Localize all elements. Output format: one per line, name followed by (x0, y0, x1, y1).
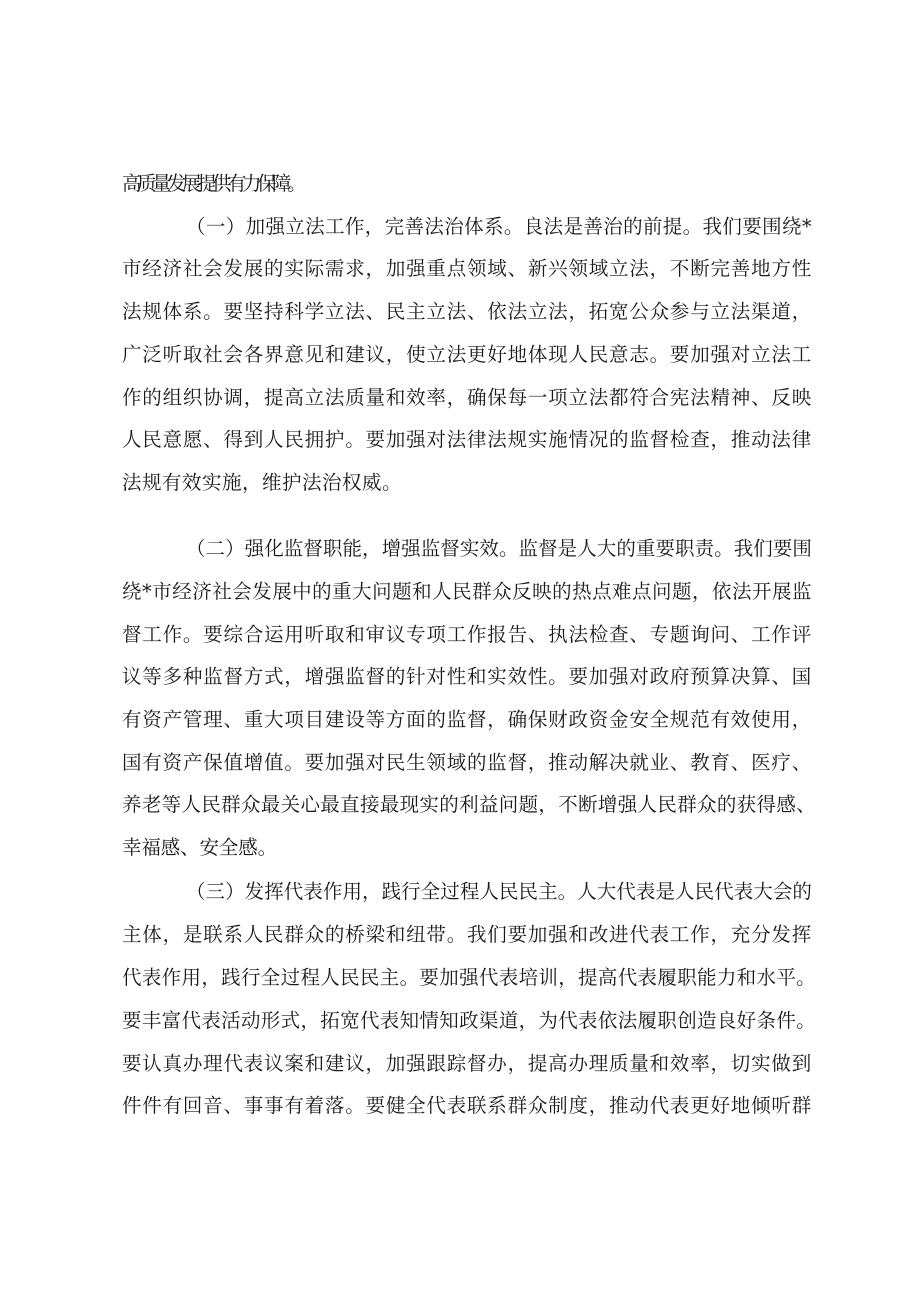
paragraph-line: 国有资产保值增值。要加强对民生领域的监督，推动解决就业、教育、医疗、 (122, 751, 812, 774)
paragraph-line: 养老等人民群众最关心最直接最现实的利益问题，不断增强人民群众的获得感、 (122, 793, 816, 816)
paragraph-line: 法规有效实施，维护法治权威。 (122, 471, 402, 494)
paragraph-line: 要丰富代表活动形式，拓宽代表知情知政渠道，为代表依法履职创造良好条件。 (122, 1009, 816, 1032)
paragraph-line: 幸福感、安全感。 (122, 836, 277, 859)
paragraph-line: 议等多种监督方式，增强监督的针对性和实效性。要加强对政府预算决算、国 (122, 665, 812, 688)
paragraph-line: 主体，是联系人民群众的桥梁和纽带。我们要加强和改进代表工作，充分发挥 (122, 923, 812, 946)
paragraph-line: 市经济社会发展的实际需求，加强重点领域、新兴领域立法，不断完善地方性 (122, 257, 812, 280)
paragraph-line: 代表作用，践行全过程人民民主。要加强代表培训，提高代表履职能力和水平。 (122, 966, 816, 989)
paragraph-line: （二）强化监督职能，增强监督实效。监督是人大的重要职责。我们要围 (186, 537, 812, 560)
paragraph-line: 作的组织协调，提高立法质量和效率，确保每一项立法都符合宪法精神、反映 (122, 386, 812, 409)
paragraph-line: 高质量发展提供有力保障。 (122, 172, 302, 195)
paragraph-line: 有资产管理、重大项目建设等方面的监督，确保财政资金安全规范有效使用， (122, 708, 812, 731)
paragraph-line: 督工作。要综合运用听取和审议专项工作报告、执法检查、专题询问、工作评 (122, 623, 812, 646)
paragraph-line: （一）加强立法工作，完善法治体系。良法是善治的前提。我们要围绕* (186, 215, 812, 238)
paragraph-line: （三）发挥代表作用，践行全过程人民民主。人大代表是人民代表大会的 (186, 880, 812, 903)
paragraph-line: 法规体系。要坚持科学立法、民主立法、依法立法，拓宽公众参与立法渠道， (122, 300, 812, 323)
paragraph-line: 件件有回音、事事有着落。要健全代表联系群众制度，推动代表更好地倾听群 (122, 1094, 812, 1117)
paragraph-line: 要认真办理代表议案和建议，加强跟踪督办，提高办理质量和效率，切实做到 (122, 1052, 812, 1075)
paragraph-line: 人民意愿、得到人民拥护。要加强对法律法规实施情况的监督检查，推动法律 (122, 428, 812, 451)
paragraph-line: 绕*市经济社会发展中的重大问题和人民群众反映的热点难点问题，依法开展监 (122, 580, 812, 603)
paragraph-line: 广泛听取社会各界意见和建议，使立法更好地体现人民意志。要加强对立法工 (122, 343, 812, 366)
